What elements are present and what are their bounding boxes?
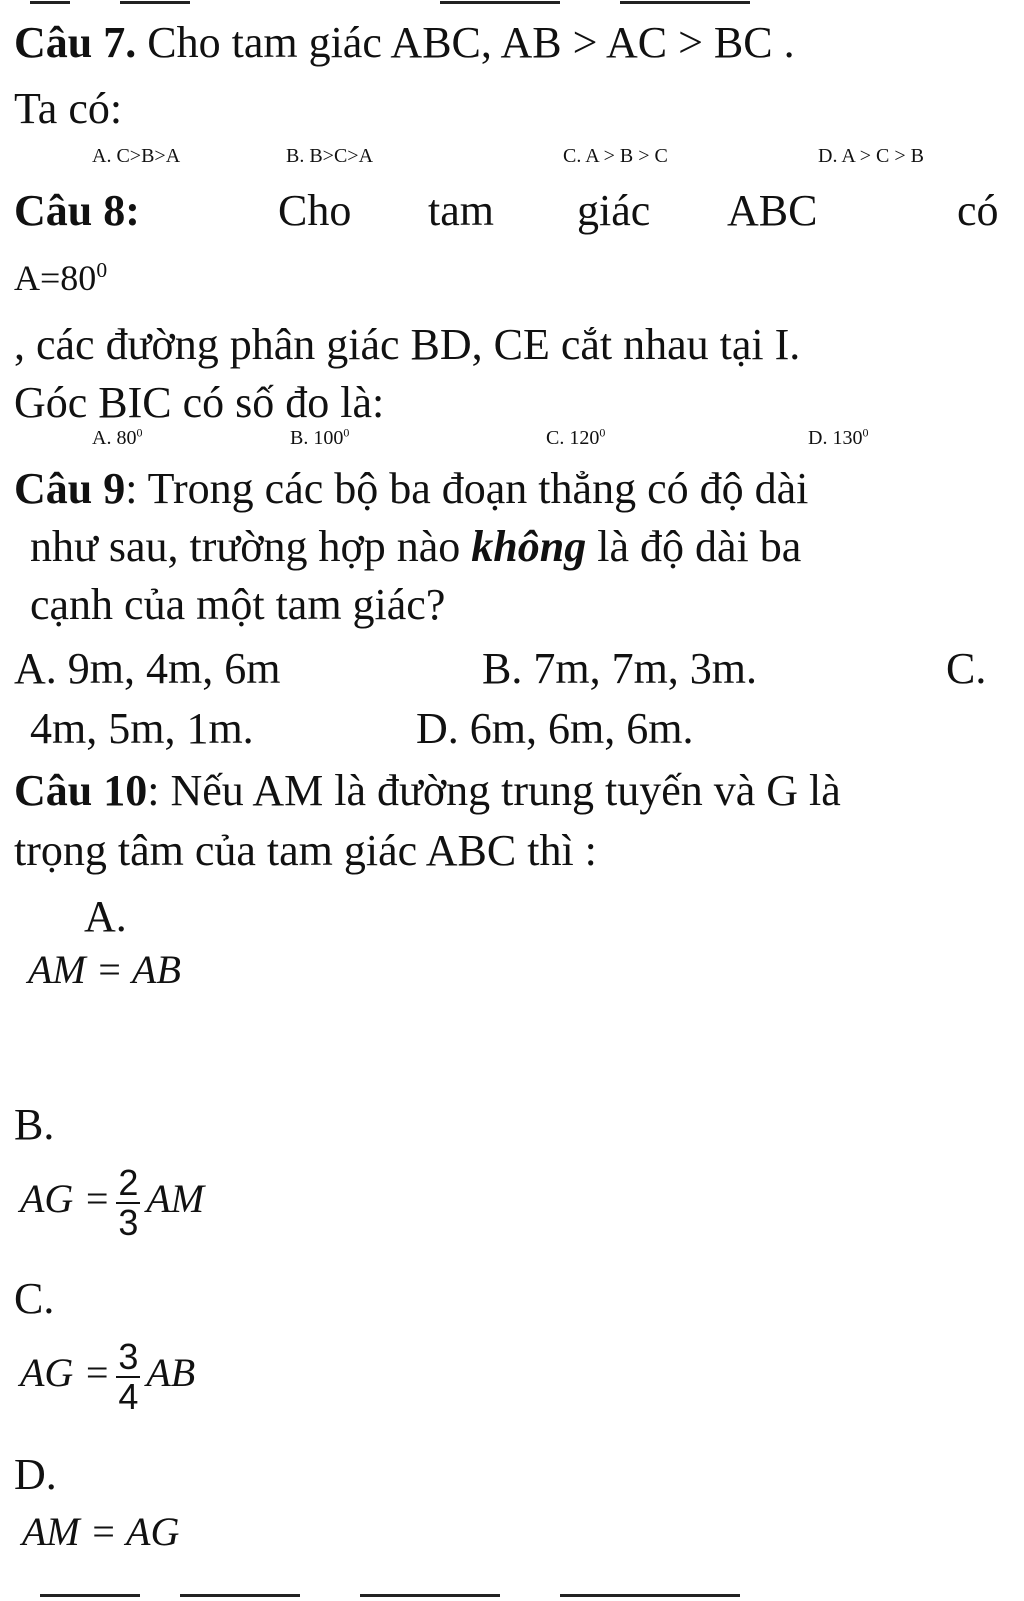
question-9-option-a: A. 9m, 4m, 6m: [14, 644, 281, 693]
question-7-prompt: Ta có:: [14, 84, 123, 133]
question-9-line-3: cạnh của một tam giác?: [30, 580, 446, 629]
question-10-line-1: Câu 10: Nếu AM là đường trung tuyến và G là: [14, 766, 841, 815]
cropped-previous-line: [0, 0, 1024, 6]
question-7-text: Cho tam giác ABC, AB > AC > BC .: [147, 18, 795, 67]
fraction-three-quarters: $\frac{3}{4}$: [118, 1336, 139, 1417]
question-9-label: Câu 9: [14, 464, 126, 513]
question-8-word-4: ABC: [727, 186, 818, 235]
fraction-two-thirds: $\frac{2}{3}$: [118, 1162, 139, 1243]
question-9-option-c-label: C.: [946, 644, 987, 693]
question-7-option-b: B. B>C>A: [286, 145, 374, 167]
question-9-option-b: B. 7m, 7m, 3m.: [482, 644, 758, 693]
question-10-option-d-expr: AM = AG: [22, 1509, 180, 1554]
question-7-label: Câu 7.: [14, 18, 137, 67]
question-8-word-1: Cho: [278, 186, 352, 235]
question-8-word-3: giác: [577, 186, 651, 235]
question-10-option-c-expr: AG = $\frac{3}{4}$ AB: [20, 1336, 196, 1417]
question-9-line-2: như sau, trường hợp nào không là độ dài ba: [30, 522, 802, 571]
question-10-option-a-expr: AM = AB: [28, 947, 181, 992]
question-8-word-5: có: [957, 186, 999, 235]
question-9-option-c-value: 4m, 5m, 1m.: [30, 704, 254, 753]
question-9-line-1: Câu 9: Trong các bộ ba đoạn thẳng có độ dài: [14, 464, 809, 513]
question-9-option-d: D. 6m, 6m, 6m.: [416, 704, 694, 753]
question-10-option-a-label: A.: [84, 892, 127, 941]
question-10-option-d-label: D.: [14, 1450, 57, 1499]
question-7-option-a: A. C>B>A: [92, 145, 181, 167]
question-7-option-d: D. A > C > B: [818, 145, 924, 167]
cropped-next-line: [0, 1590, 1024, 1601]
question-10-option-b-label: B.: [14, 1100, 55, 1149]
question-10-option-c-label: C.: [14, 1274, 55, 1323]
question-8-word-2: tam: [428, 186, 494, 235]
question-10-label: Câu 10: [14, 766, 148, 815]
question-10-line-2: trọng tâm của tam giác ABC thì :: [14, 826, 597, 875]
question-8-option-d: D. $130^0$: [808, 425, 869, 449]
emphasis-khong: không: [471, 522, 587, 571]
question-8-option-c: C. $120^0$: [546, 425, 606, 449]
question-7-option-c: C. A > B > C: [563, 145, 668, 167]
question-8-line-2: , các đường phân giác BD, CE cắt nhau tại I.: [14, 320, 801, 369]
question-8-option-b: B. $100^0$: [290, 425, 350, 449]
question-10-option-b-expr: AG = $\frac{2}{3}$ AM: [20, 1162, 205, 1243]
question-8-line-3: Góc BIC có số đo là:: [14, 378, 385, 427]
question-7-heading: [14, 18, 795, 68]
question-8-option-a: A. $80^0$: [92, 425, 143, 449]
question-8-label: Câu 8:: [14, 186, 140, 235]
question-8-angle-a: $A=80^0$: [14, 258, 108, 298]
